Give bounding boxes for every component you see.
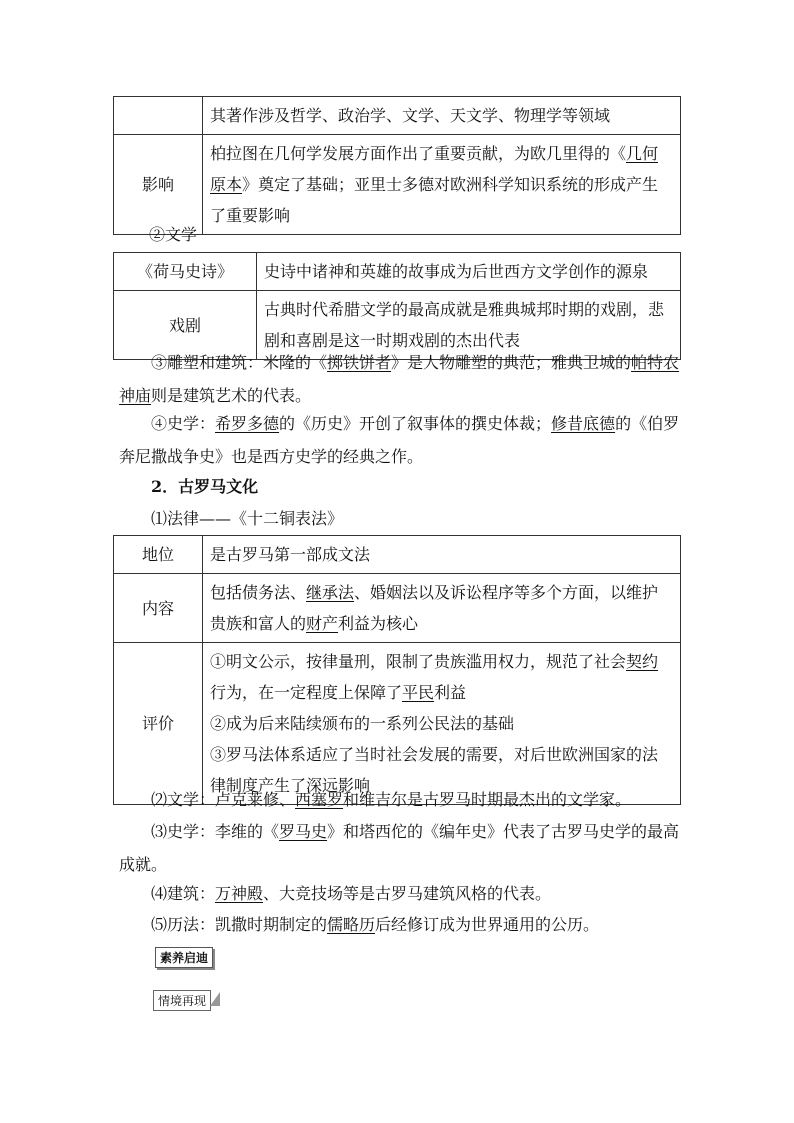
table-label-cell: 内容 <box>114 574 203 643</box>
section-heading: 2．古罗马文化 <box>151 477 259 496</box>
section-heading: ⑴法律——《十二铜表法》 <box>151 509 344 528</box>
underlined-term: 几何原本 <box>210 144 659 194</box>
table-label-cell: 影响 <box>114 135 203 235</box>
text-span: 》是人物雕塑的典范；雅典卫城的 <box>391 353 632 372</box>
paragraph-sculpture <box>119 346 681 412</box>
text-span: 、大竞技场等是古罗马建筑风格的代表。 <box>263 884 552 903</box>
paragraph-architecture <box>119 877 681 910</box>
underlined-term: 修昔底德 <box>551 414 616 433</box>
underlined-term: 希罗多德 <box>215 414 280 433</box>
text-span: ①明文公示，按律量刑，限制了贵族滥用权力，规范了社会 <box>210 652 627 671</box>
table-label-cell: 地位 <box>114 536 203 574</box>
text-span: 则是建筑艺术的代表。 <box>151 386 312 405</box>
section-heading: ②文学 <box>149 225 198 244</box>
literature-table <box>113 252 681 360</box>
table-content-cell: 史诗中诸神和英雄的故事成为后世西方文学创作的源泉 <box>257 253 681 291</box>
text-span: 、婚姻法以及诉讼程序等多个方面，以维护贵族和富人的 <box>210 583 659 633</box>
underlined-term: 平民 <box>402 683 435 702</box>
paragraph-history-rome <box>119 815 681 881</box>
evaluation-point: ③罗马法体系适应了当时社会发展的需要，对后世欧洲国家的法律制度产生了深远影响 <box>210 745 659 795</box>
underlined-term: 万神殿 <box>215 884 264 903</box>
table-row <box>114 97 681 135</box>
text-span: ④史学： <box>151 414 216 433</box>
table-label-cell <box>114 97 203 135</box>
table-content-cell <box>203 643 681 805</box>
text-span: ⑷建筑： <box>151 884 216 903</box>
text-span: 的《历史》开创了叙事体的撰史体裁； <box>279 414 552 433</box>
text-span: 利益为核心 <box>338 614 419 633</box>
table-row <box>114 574 681 643</box>
underlined-term: 财产 <box>306 614 339 633</box>
table-label-cell: 戏剧 <box>114 291 257 360</box>
evaluation-point <box>210 646 673 708</box>
text-span: 柏拉图在几何学发展方面作出了重要贡献，为欧几里得的《 <box>210 144 627 163</box>
paragraph-literature <box>119 783 681 816</box>
text-span: 后经修订成为世界通用的公历。 <box>375 915 600 934</box>
paragraph-calendar <box>119 908 681 941</box>
text-span: ⑸历法：凯撒时期制定的 <box>151 915 328 934</box>
text-span: 行为，在一定程度上保障了 <box>210 683 403 702</box>
underlined-term: 掷铁饼者 <box>327 353 392 372</box>
evaluation-point: ②成为后来陆续颁布的一系列公民法的基础 <box>210 714 515 733</box>
text-span: ⑶史学：李维的《 <box>151 822 280 841</box>
table-content-cell <box>203 574 681 643</box>
table-row <box>114 135 681 235</box>
table-label-cell: 评价 <box>114 643 203 805</box>
text-span: ③雕塑和建筑：米隆的《 <box>151 353 328 372</box>
text-span: 》和塔西佗的《编年史》代表了古罗马史学的最高成就。 <box>119 822 680 874</box>
literacy-badge: 素养启迪 <box>155 947 213 968</box>
text-span: 的《伯罗奔尼撒战争史》也是西方史学的经典之作。 <box>119 414 680 466</box>
table-content-cell: 古典时代希腊文学的最高成就是雅典城邦时期的戏剧，悲剧和喜剧是这一时期戏剧的杰出代表 <box>257 291 681 360</box>
law-table <box>113 535 681 805</box>
table-row <box>114 253 681 291</box>
underlined-term: 西塞罗 <box>295 790 344 809</box>
table-content-cell: 是古罗马第一部成文法 <box>203 536 681 574</box>
text-span: 》奠定了基础；亚里士多德对欧洲科学知识系统的形成产生了重要影响 <box>210 175 659 225</box>
table-content-cell <box>203 135 681 235</box>
influence-table <box>113 96 681 235</box>
table-row <box>114 643 681 805</box>
table-row <box>114 536 681 574</box>
underlined-term: 帕特农神庙 <box>119 353 680 405</box>
text-span: ⑵文学：卢克莱修、 <box>151 790 296 809</box>
scenario-badge: 情境再现 <box>153 990 211 1011</box>
text-span: 和维吉尔是古罗马时期最杰出的文学家。 <box>343 790 632 809</box>
corner-triangle-icon <box>210 992 220 1006</box>
text-span: 包括债务法、 <box>210 583 307 602</box>
underlined-term: 继承法 <box>306 583 355 602</box>
underlined-term: 罗马史 <box>279 822 328 841</box>
table-label-cell: 《荷马史诗》 <box>114 253 257 291</box>
underlined-term: 儒略历 <box>327 915 376 934</box>
table-content-cell: 其著作涉及哲学、政治学、文学、天文学、物理学等领域 <box>203 97 681 135</box>
paragraph-history <box>119 407 681 473</box>
text-span: 利益 <box>434 683 467 702</box>
underlined-term: 契约 <box>626 652 659 671</box>
